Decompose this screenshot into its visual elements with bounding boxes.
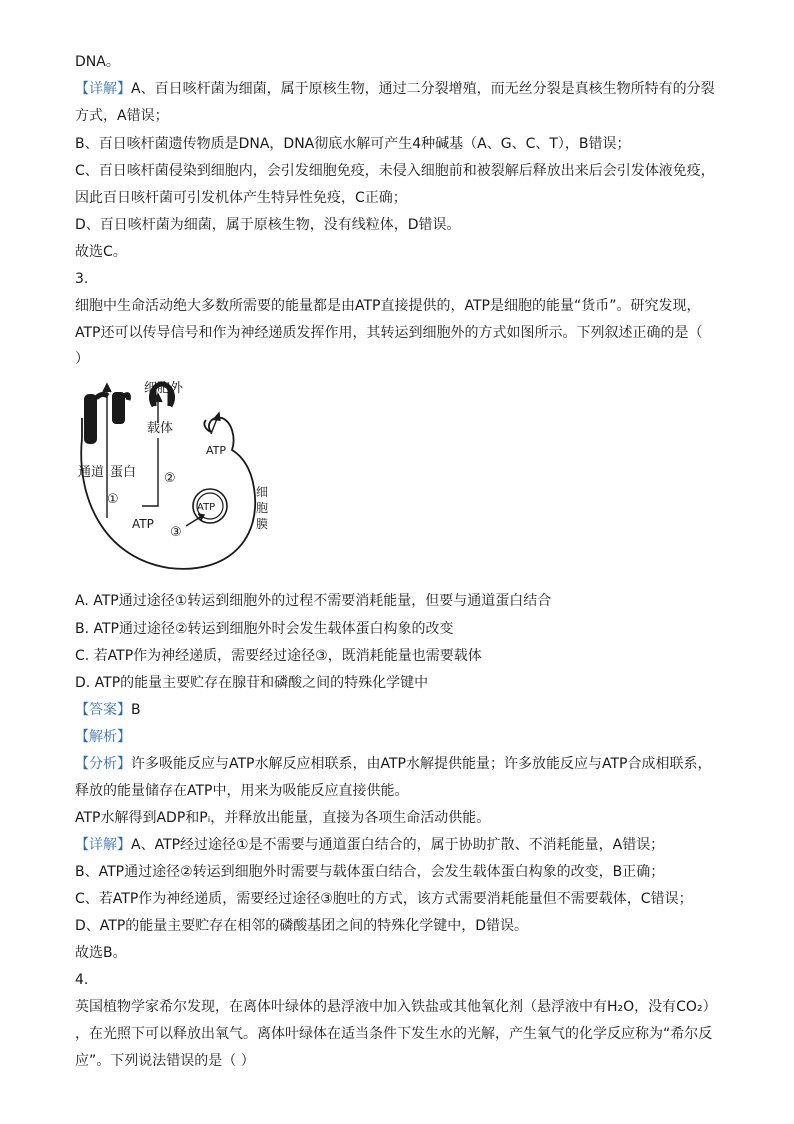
label-path-1: ① [107, 492, 119, 507]
label-atp: ATP [132, 517, 154, 531]
label-carrier: 载体 [147, 421, 174, 436]
label-atp-release: ATP [206, 444, 227, 457]
question-number: 4. [75, 972, 89, 988]
text-line: 释放的能量储存在ATP中，用来为吸能反应直接供能。 [75, 783, 409, 799]
option-a: A. ATP通过途径①转运到细胞外的过程不需要消耗能量，但要与通道蛋白结合 [75, 593, 552, 609]
label-membrane-2: 胞 [256, 501, 269, 515]
option-d: D. ATP的能量主要贮存在腺苷和磷酸之间的特殊化学键中 [75, 675, 429, 691]
label-path-3: ③ [170, 525, 182, 540]
option-c: C. 若ATP作为神经递质，需要经过途径③，既消耗能量也需要载体 [75, 648, 482, 664]
text-line: B、百日咳杆菌遗传物质是DNA，DNA彻底水解可产生4种碱基（A、G、C、T），B错误； [75, 136, 631, 152]
text-line: 故选C。 [75, 244, 127, 260]
label-channel: 通道 [78, 465, 105, 480]
label-outside: 细胞外 [144, 381, 184, 396]
text-line: D、ATP的能量主要贮存在相邻的磷酸基团之间的特殊化学键中，D错误。 [75, 918, 529, 934]
text-line: DNA。 [75, 54, 120, 70]
answer-line: 【答案】B [75, 702, 141, 718]
text-line: D、百日咳杆菌为细菌，属于原核生物，没有线粒体，D错误。 [75, 217, 461, 233]
atp-transport-figure [74, 378, 274, 578]
text-line: 故选B。 [75, 945, 127, 961]
text-line: 应”。下列说法错误的是（ ） [75, 1053, 255, 1069]
text-line: C、若ATP作为神经递质，需要经过途径③胞吐的方式，该方式需要消耗能量但不需要载体，C错误； [75, 891, 693, 907]
text-line: ，在光照下可以释放出氧气。离体叶绿体在适当条件下发生水的光解，产生氧气的化学反应称为“希尔反 [75, 1026, 713, 1042]
label-protein: 蛋白 [110, 465, 137, 480]
text-line: 【分析】许多吸能反应与ATP水解反应相联系，由ATP水解提供能量；许多放能反应与ATP合成相联系， [75, 756, 712, 772]
option-b: B. ATP通过途径②转运到细胞外时会发生载体蛋白构象的改变 [75, 621, 454, 637]
label-membrane-3: 膜 [256, 517, 269, 531]
question-number: 3. [75, 271, 89, 287]
text-line: 方式，A错误； [75, 108, 169, 124]
text-line: ATP水解得到ADP和Pᵢ，并释放出能量，直接为各项生命活动供能。 [75, 810, 491, 826]
label-atp-vesicle: ATP [197, 502, 216, 513]
channel-protein [84, 392, 129, 444]
text-line: 【详解】A、ATP经过途径①是不需要与通道蛋白结合的，属于协助扩散、不消耗能量，A错误； [75, 837, 665, 853]
text-line: ） [75, 351, 89, 367]
text-line: 【详解】A、百日咳杆菌为细菌，属于原核生物，通过二分裂增殖，而无丝分裂是真核生物所特有的分裂 [75, 81, 715, 97]
text-line: C、百日咳杆菌侵染到细胞内，会引发细胞免疫，未侵入细胞前和被裂解后释放出来后会引发体液免疫， [75, 163, 715, 179]
text-line: 细胞中生命活动绝大多数所需要的能量都是由ATP直接提供的，ATP是细胞的能量“货币”。研究发现， [75, 298, 701, 314]
label-membrane-1: 细 [256, 485, 269, 499]
label-path-2: ② [164, 471, 176, 486]
text-line: B、ATP通过途径②转运到细胞外时需要与载体蛋白结合，会发生载体蛋白构象的改变，B正确； [75, 864, 665, 880]
text-line: 英国植物学家希尔发现，在离体叶绿体的悬浮液中加入铁盐或其他氧化剂（悬浮液中有H₂O，没有CO₂） [75, 999, 717, 1015]
analysis-heading: 【解析】 [75, 729, 131, 745]
text-line: ATP还可以传导信号和作为神经递质发挥作用，其转运到细胞外的方式如图所示。下列叙述正确的是（ [75, 325, 703, 341]
text-line: 因此百日咳杆菌可引发机体产生特异性免疫，C正确； [75, 190, 407, 206]
